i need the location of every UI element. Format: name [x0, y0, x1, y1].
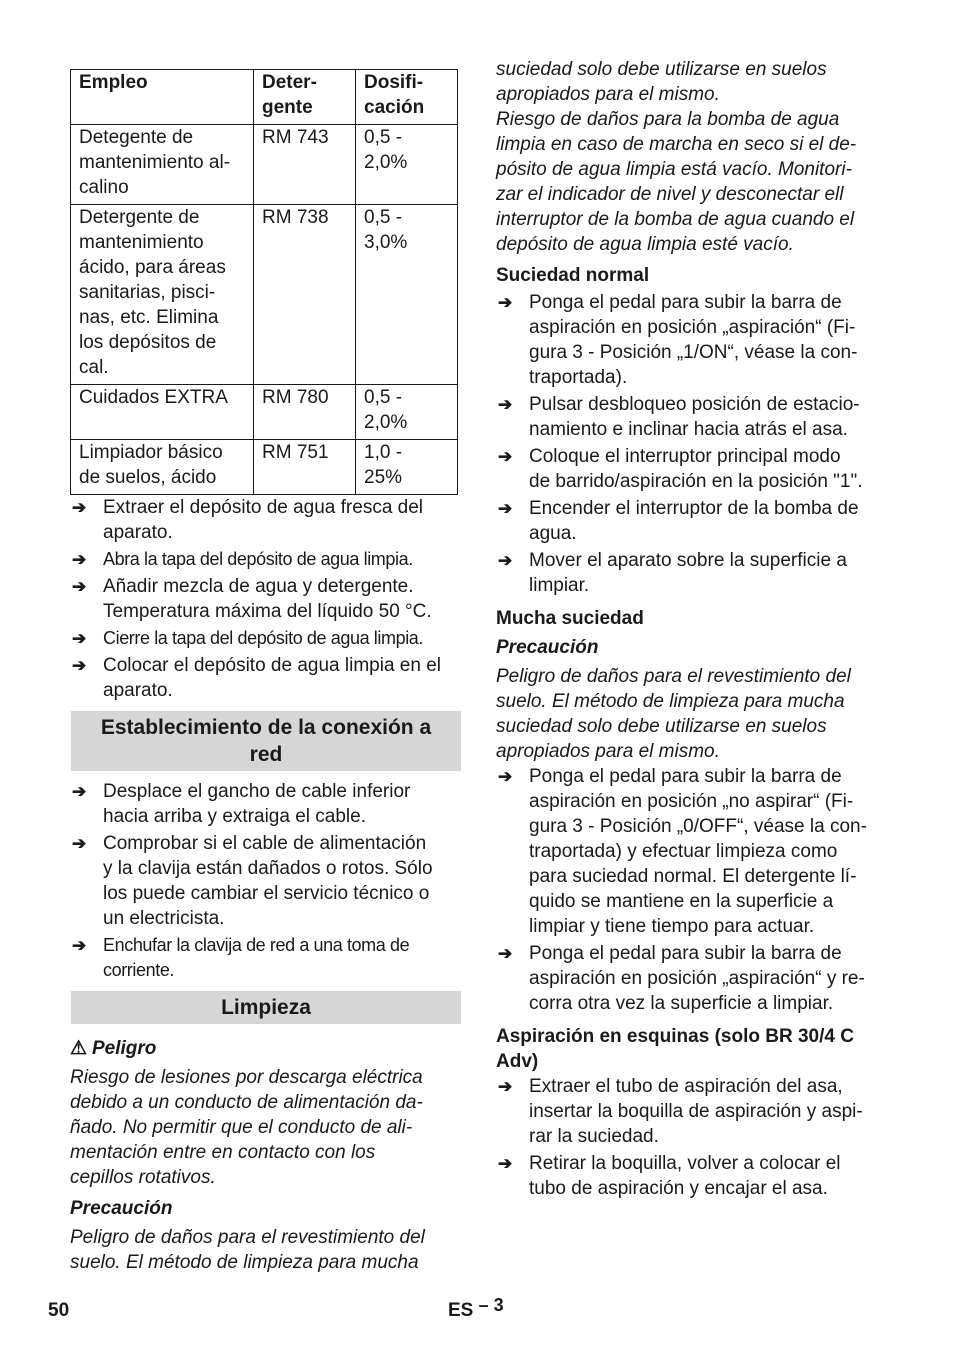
table-cell: RM 751 — [254, 440, 356, 495]
table-cell: RM 743 — [254, 125, 356, 205]
list-item: ➔ Coloque el interruptor principal modo de barrido/aspiración en la posición "1". — [498, 446, 863, 492]
arrow-right-icon: ➔ — [72, 498, 87, 517]
table-cell: Detergente de mantenimiento ácido, para áreas sanitarias, pisci- nas, etc. Elimina los depósitos de cal. — [71, 205, 254, 385]
list-item: ➔ Mover el aparato sobre la superficie a limpiar. — [498, 550, 847, 596]
normal-dirt-heading: Suciedad normal — [496, 265, 650, 286]
corner-suction-heading: Aspiración en esquinas (solo BR 30/4 C Adv) — [496, 1026, 854, 1072]
table-cell: 0,5 - 2,0% — [356, 385, 458, 440]
list-item: ➔ Abra la tapa del depósito de agua limpia. — [70, 547, 462, 572]
list-item: ➔ Ponga el pedal para subir la barra de aspiración en posición „no aspirar“ (Fi- gura 3 - Posición „0/OFF“, véase la con- traportada) y efectuar limpieza como para suciedad normal. El detergente lí- quido se mantiene en la superficie a limpiar y tiene tiempo para actuar. — [498, 766, 867, 937]
list-item: ➔ Cierre la tapa del depósito de agua limpia. — [70, 626, 462, 651]
right-column — [496, 57, 888, 1203]
list-item: ➔ Colocar el depósito de agua limpia en el aparato. — [72, 655, 441, 701]
table-cell: Cuidados EXTRA — [71, 385, 254, 440]
header-dosage: Dosifi- cación — [356, 70, 458, 125]
list-item: ➔ Retirar la boquilla, volver a colocar el tubo de aspiración y encajar el asa. — [498, 1153, 841, 1199]
arrow-right-icon: ➔ — [498, 944, 513, 963]
list-item: ➔ Ponga el pedal para subir la barra de aspiración en posición „aspiración“ y re- corra otra vez la superficie a limpiar. — [498, 943, 865, 1014]
table-row — [71, 385, 458, 440]
arrow-right-icon: ➔ — [72, 782, 87, 801]
list-item: ➔ Ponga el pedal para subir la barra de aspiración en posición „aspiración“ (Fi- gura 3 - Posición „1/ON“, véase la con- traportada). — [498, 292, 858, 388]
left-column — [70, 57, 462, 1275]
footer-language-section — [448, 1295, 504, 1323]
table-cell: RM 780 — [254, 385, 356, 440]
connection-steps-list — [70, 779, 462, 983]
list-item: ➔ Encender el interruptor de la bomba de agua. — [498, 498, 859, 544]
normal-dirt-steps-list — [496, 290, 888, 598]
header-detergent: Deter- gente — [254, 70, 356, 125]
arrow-right-icon: ➔ — [498, 395, 513, 414]
heavy-dirt-heading: Mucha suciedad — [496, 608, 644, 629]
arrow-right-icon: ➔ — [498, 1154, 513, 1173]
caution-continued-text: suciedad solo debe utilizarse en suelos apropiados para el mismo. Riesgo de daños para la bomba de agua limpia en caso de marcha en seco si el de- pósito de agua limpia está vacío. Monitori- zar el indicador de nivel y desconectar ell interruptor de la bomba de agua cuando el depósito de agua limpia esté vacío. — [496, 59, 857, 255]
header-use: Empleo — [71, 70, 254, 125]
caution-text: Peligro de daños para el revestimiento del suelo. El método de limpieza para mucha — [70, 1227, 425, 1273]
list-item: ➔ Pulsar desbloqueo posición de estacio- namiento e inclinar hacia atrás el asa. — [498, 394, 860, 440]
corner-suction-steps-list — [496, 1074, 888, 1201]
table-header-row — [71, 70, 458, 125]
arrow-right-icon: ➔ — [72, 936, 86, 955]
detergent-table — [70, 69, 458, 495]
heavy-caution-text: Peligro de daños para el revestimiento del suelo. El método de limpieza para mucha suciedad solo debe utilizarse en suelos apropiados para el mismo. — [496, 666, 851, 762]
arrow-right-icon: ➔ — [72, 834, 87, 853]
arrow-right-icon: ➔ — [498, 1077, 513, 1096]
heavy-caution-label: Precaución — [496, 637, 599, 658]
heavy-dirt-steps-list — [496, 764, 888, 1016]
danger-text: Riesgo de lesiones por descarga eléctrica debido a un conducto de alimentación da- ñado. No permitir que el conducto de ali- mentación entre en contacto con los cepillos rotativos. — [70, 1067, 423, 1188]
arrow-right-icon: ➔ — [498, 551, 513, 570]
list-item: ➔ Extraer el tubo de aspiración del asa, insertar la boquilla de aspiración y aspi- rar la suciedad. — [498, 1076, 863, 1147]
table-row — [71, 440, 458, 495]
list-item: ➔ Añadir mezcla de agua y detergente. Temperatura máxima del líquido 50 °C. — [72, 576, 432, 622]
list-item: ➔ Extraer el depósito de agua fresca del aparato. — [72, 497, 424, 543]
fill-steps-list — [70, 495, 462, 703]
table-cell: 1,0 - 25% — [356, 440, 458, 495]
arrow-right-icon: ➔ — [72, 629, 86, 648]
table-cell: Limpiador básico de suelos, ácido — [71, 440, 254, 495]
table-cell: 0,5 - 3,0% — [356, 205, 458, 385]
arrow-right-icon: ➔ — [72, 550, 86, 569]
arrow-right-icon: ➔ — [72, 656, 87, 675]
table-row — [71, 205, 458, 385]
section-number: – 3 — [478, 1295, 504, 1315]
warning-triangle-icon: ⚠ — [70, 1038, 88, 1059]
arrow-right-icon: ➔ — [72, 577, 87, 596]
arrow-right-icon: ➔ — [498, 767, 513, 786]
arrow-right-icon: ➔ — [498, 447, 513, 466]
section-heading-cleaning: Limpieza — [71, 991, 461, 1024]
caution-label: Precaución — [70, 1198, 173, 1219]
page-number: 50 — [48, 1300, 70, 1321]
arrow-right-icon: ➔ — [498, 499, 513, 518]
arrow-right-icon: ➔ — [498, 293, 513, 312]
table-cell: Detegente de mantenimiento al- calino — [71, 125, 254, 205]
table-cell: RM 738 — [254, 205, 356, 385]
table-cell: 0,5 - 2,0% — [356, 125, 458, 205]
table-row — [71, 125, 458, 205]
section-heading-connection: Establecimiento de la conexión a red — [71, 711, 461, 771]
list-item: ➔ Desplace el gancho de cable inferior hacia arriba y extraiga el cable. — [72, 781, 411, 827]
language-code: ES — [448, 1300, 474, 1321]
list-item: ➔ Comprobar si el cable de alimentación y la clavija están dañados o rotos. Sólo los puede cambiar el servicio técnico o un electricista. — [72, 833, 433, 929]
list-item: ➔ Enchufar la clavija de red a una toma de corriente. — [72, 935, 410, 980]
danger-label: ⚠ Peligro — [70, 1038, 157, 1059]
